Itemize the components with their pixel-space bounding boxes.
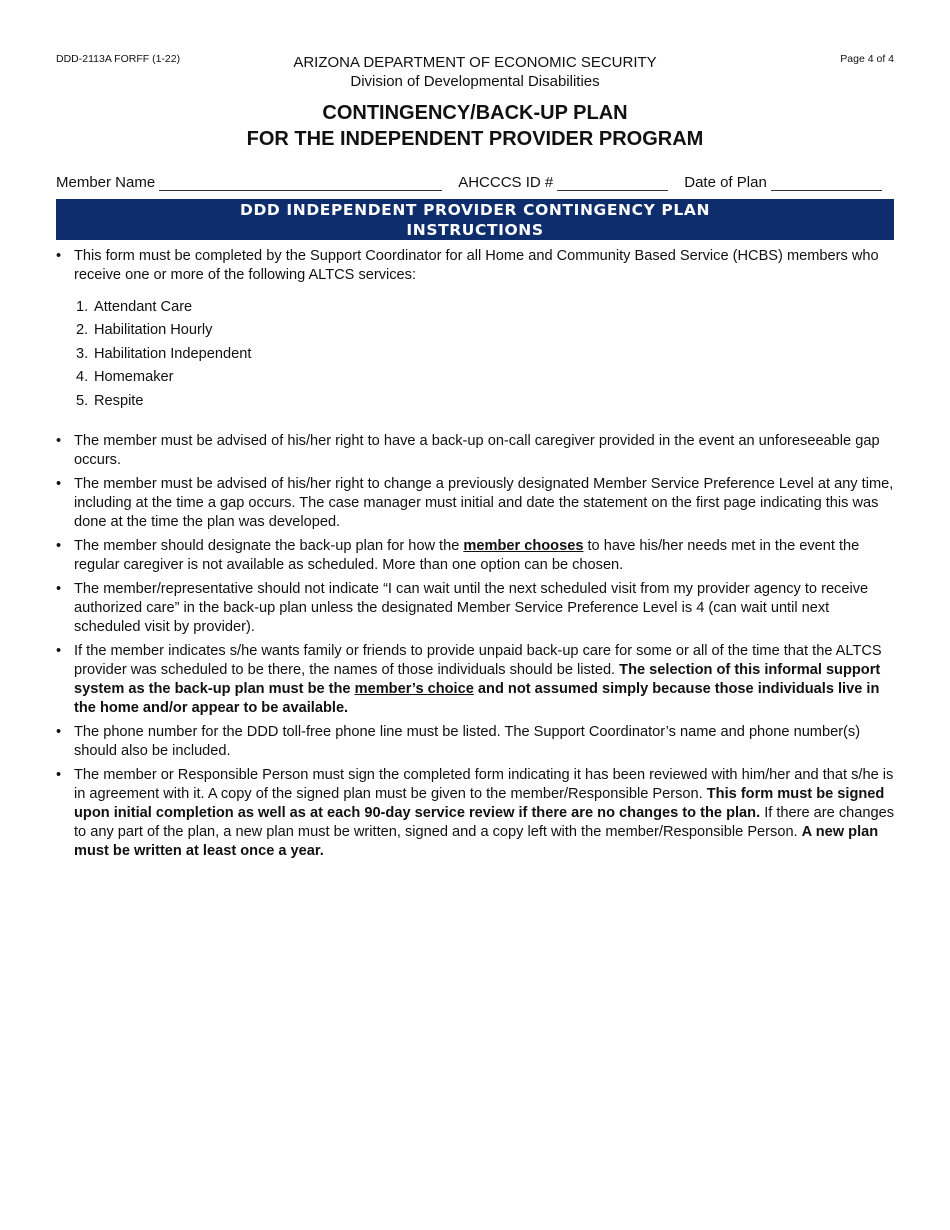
list-item: • If the member indicates s/he wants family or friends to provide unpaid back-up care for some or all of the time that the ALTCS provider was scheduled to be there, the names of those individuals should be listed. The selection of this informal support system as the back-up plan must be the member’s choice and not assumed simply because those individuals live in the home and/or appear to be available. bbox=[56, 642, 882, 716]
service-item: 1. Attendant Care bbox=[76, 299, 193, 315]
list-item: • The phone number for the DDD toll-free phone line must be listed. The Support Coordinator’s name and phone number(s) should also be included. bbox=[56, 723, 861, 759]
list-item: • The member/representative should not indicate “I can wait until the next scheduled visit from my provider agency to receive authorized care” in the back-up plan unless the designated Member Service Preference Level is 4 (can wait until next scheduled visit by provider). bbox=[56, 580, 869, 635]
bullet-icon: • bbox=[56, 432, 62, 449]
page-number: Page 4 of 4 bbox=[840, 53, 894, 65]
list-item bbox=[56, 247, 896, 285]
ahcccs-id-field[interactable] bbox=[557, 176, 668, 191]
date-of-plan-field[interactable] bbox=[771, 176, 882, 191]
banner-line-2: INSTRUCTIONS bbox=[406, 221, 544, 239]
bullet-icon: • bbox=[56, 475, 62, 492]
title-line-1: CONTINGENCY/BACK-UP PLAN bbox=[322, 102, 628, 124]
member-info-fields bbox=[56, 169, 894, 191]
service-item: 4. Homemaker bbox=[76, 369, 174, 386]
bullet-icon: • bbox=[56, 642, 62, 659]
member-name-label: Member Name bbox=[56, 174, 156, 191]
banner-line-1: DDD INDEPENDENT PROVIDER CONTINGENCY PLAN bbox=[239, 201, 711, 219]
date-of-plan-label: Date of Plan bbox=[684, 174, 767, 191]
division-name: Division of Developmental Disabilities bbox=[350, 73, 600, 90]
bullet-icon: • bbox=[56, 580, 62, 597]
bullet-icon: • bbox=[56, 766, 62, 783]
bullet-icon: • bbox=[56, 248, 62, 264]
form-code: DDD-2113A FORFF (1-22) bbox=[56, 53, 181, 65]
list-item: • The member or Responsible Person must sign the completed form indicating it has been reviewed with him/her and that s/he is in agreement with it. A copy of the signed plan must be given to the member/Responsible Person. This form must be signed upon initial completion as well as at each 90-day service review if there are no changes to the plan. If there are changes to any part of the plan, a new plan must be written, signed and a copy left with the member/Responsible Person. A new plan must be written at least once a year. bbox=[56, 766, 894, 859]
service-item: 3. Habilitation Independent bbox=[76, 345, 252, 362]
member-name-field[interactable] bbox=[159, 176, 442, 191]
agency-name: ARIZONA DEPARTMENT OF ECONOMIC SECURITY bbox=[293, 54, 657, 71]
intro-text: This form must be completed by the Support Coordinator for all Home and Community Based Service (HCBS) members who receive one or more of the following ALTCS services: bbox=[74, 248, 879, 283]
instructions bbox=[56, 247, 896, 866]
list-item: • The member should designate the back-up plan for how the member chooses to have his/her needs met in the event the regular caregiver is not available as scheduled. More than one option can be chosen. bbox=[56, 537, 860, 573]
section-banner bbox=[56, 199, 894, 240]
bullet-icon: • bbox=[56, 723, 62, 740]
bullet-icon: • bbox=[56, 537, 62, 554]
services-list bbox=[76, 298, 896, 415]
list-item: • The member must be advised of his/her right to change a previously designated Member Service Preference Level at any time, including at the time a gap occurs. The case manager must initial and date the statement on the first page indicating this was done at the time the plan was developed. bbox=[56, 475, 894, 530]
page-title bbox=[0, 100, 950, 152]
title-line-2: FOR THE INDEPENDENT PROVIDER PROGRAM bbox=[246, 128, 704, 150]
list-item: • The member must be advised of his/her right to have a back-up on-call caregiver provided in the event an unforeseeable gap occurs. bbox=[56, 432, 880, 468]
agency-header bbox=[0, 53, 950, 91]
ahcccs-id-label: AHCCCS ID # bbox=[458, 174, 554, 191]
service-item: 5. Respite bbox=[76, 392, 144, 409]
service-item: 2. Habilitation Hourly bbox=[76, 322, 213, 339]
